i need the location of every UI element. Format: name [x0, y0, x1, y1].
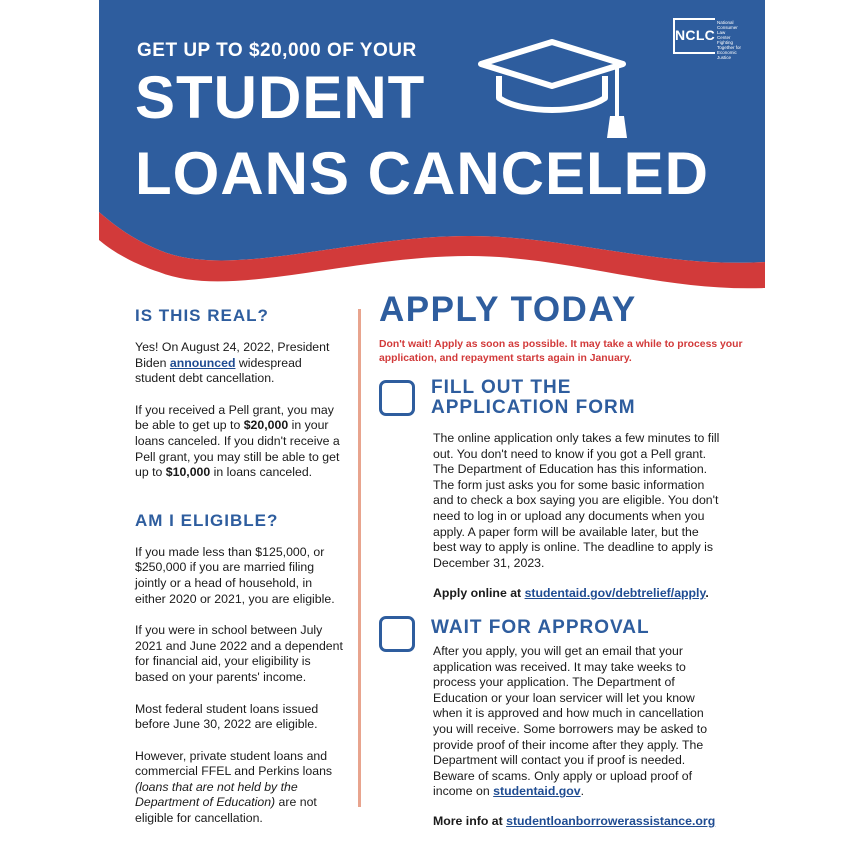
logo-line1: National: [717, 20, 734, 25]
real-paragraph-2: [135, 403, 345, 481]
studentaid-apply-link[interactable]: studentaid.gov/debtrelief/apply: [524, 586, 706, 600]
step2-body: [433, 644, 723, 800]
more-info-label: More info at: [433, 814, 507, 828]
logo-line3: Center: [717, 35, 731, 40]
header-kicker: GET UP TO $20,000 OF YOUR: [137, 40, 417, 61]
amount-20000: $20,000: [243, 418, 289, 433]
apply-today-subtitle: Don't wait! Apply as soon as possible. It may take a while to process your application, and repayment starts again in January.: [379, 339, 743, 364]
step2-body-text: After you apply, you will get an email that your application was received. It may take weeks to process your application. The Department of Education or your loan servicer will let you know when it is approved and how much in cancellation you will receive. Some borrowers may be asked to provide proof of their income after they apply. The Department will contact you if proof is needed. Beware of scams. Only apply or upload proof of income on: [433, 644, 708, 799]
eligible-paragraph-3: Most federal student loans issued before June 30, 2022 are eligible.: [135, 701, 319, 732]
apply-online-line: [433, 586, 709, 600]
real-paragraph-1: [135, 340, 345, 387]
left-column: [135, 300, 345, 827]
borrower-assistance-link[interactable]: studentloanborrowerassistance.org: [506, 814, 716, 828]
eligible-paragraph-2: If you were in school between July 2021 and June 2022 and a dependent for financial aid, your eligibility is based on your parents' income.: [135, 623, 343, 684]
step2-checkbox[interactable]: [379, 616, 415, 652]
header-title-line1: STUDENT: [135, 64, 426, 131]
eligible-paragraph-4: [135, 749, 345, 827]
logo-line2: Consumer Law: [717, 25, 738, 35]
studentaid-link[interactable]: studentaid.gov: [493, 784, 581, 799]
apply-today-title: APPLY TODAY: [379, 290, 637, 329]
step1-title: [431, 378, 636, 418]
logo-tagline: Fighting Together for Economic Justice: [717, 40, 742, 60]
header-title-line2: LOANS CANCELED: [135, 140, 710, 207]
real-p2-c: in your loans canceled. If you didn't receive a Pell grant, you may still be able to get up to: [135, 418, 340, 480]
flyer-page: [99, 0, 765, 864]
apply-online-label: Apply online at: [433, 586, 525, 600]
step2-body-end: .: [580, 784, 585, 799]
real-p1-text-end: widespread student debt cancellation.: [135, 355, 302, 386]
amount-10000: $10,000: [165, 465, 211, 480]
header-banner: [99, 0, 765, 290]
logo-org-name: [717, 20, 747, 60]
apply-online-end: .: [705, 586, 709, 600]
real-p2-a: If you received a Pell grant, you may be able to get up to: [135, 402, 334, 433]
step1-checkbox[interactable]: [379, 380, 415, 416]
elig-p4-c: are not eligible for cancellation.: [135, 795, 317, 826]
step1-title-line2: APPLICATION FORM: [431, 397, 636, 418]
elig-p4-a: However, private student loans and commercial FFEL and Perkins loans: [135, 748, 333, 779]
step2-title: WAIT FOR APPROVAL: [431, 617, 650, 638]
step1-title-line1: FILL OUT THE: [431, 377, 572, 398]
real-p1-text: Yes! On August 24, 2022, President Biden: [135, 340, 330, 370]
eligible-paragraph-1: If you made less than $125,000, or $250,000 if you are married filing jointly or a head of household, in either 2020 or 2021, you are eligible.: [135, 544, 335, 606]
announced-link[interactable]: announced: [169, 355, 236, 370]
is-this-real-heading: IS THIS REAL?: [135, 306, 269, 325]
nclc-logo: [673, 18, 743, 60]
step1-body: The online application only takes a few minutes to fill out. You don't need to know if you got a Pell grant. The Department of Education has this information. The form just asks you for some basic information and to check a box saying you are eligible. You don't need to log in or upload any documents when you apply. A paper form will be available later, but the best way to apply is online. The deadline to apply is December 31, 2023.: [433, 431, 720, 570]
graduation-cap-icon: [477, 36, 627, 142]
column-divider: [358, 309, 361, 807]
am-i-eligible-heading: AM I ELIGIBLE?: [135, 510, 279, 530]
more-info-line: [433, 814, 715, 828]
logo-abbr: NCLC: [675, 27, 716, 43]
elig-p4-italic: (loans that are not held by the Department of Education): [135, 779, 298, 810]
real-p2-e: in loans canceled.: [210, 465, 313, 480]
